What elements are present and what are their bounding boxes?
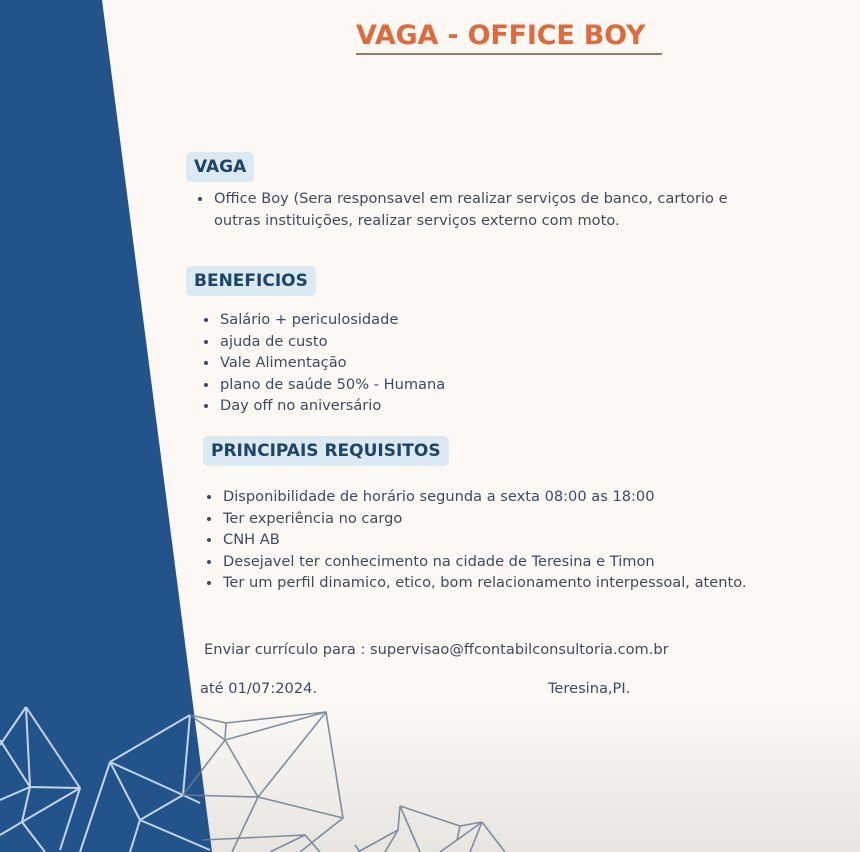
page-title: VAGA - OFFICE BOY — [356, 20, 662, 55]
vaga-list — [194, 188, 754, 231]
list-item: Salário + periculosidade — [200, 309, 600, 331]
contact-email-text: Enviar currículo para : supervisao@ffcontabilconsultoria.com.br — [204, 641, 669, 658]
list-item: Office Boy (Sera responsavel em realizar serviços de banco, cartorio e outras instituições, realizar serviços externo com moto. — [194, 188, 754, 231]
list-item: Ter um perfil dinamico, etico, bom relacionamento interpessoal, atento. — [203, 572, 763, 594]
location-text: Teresina,PI. — [548, 680, 631, 697]
list-item: Day off no aniversário — [200, 395, 600, 417]
list-item: Desejavel ter conhecimento na cidade de Teresina e Timon — [203, 551, 763, 573]
deadline-text: até 01/07:2024. — [200, 680, 318, 697]
section-heading-requisitos: PRINCIPAIS REQUISITOS — [203, 436, 449, 466]
list-item: Vale Alimentação — [200, 352, 600, 374]
list-item: plano de saúde 50% - Humana — [200, 374, 600, 396]
list-item: CNH AB — [203, 529, 763, 551]
section-heading-beneficios: BENEFICIOS — [186, 266, 316, 296]
requisitos-list — [203, 486, 763, 594]
list-item: Disponibilidade de horário segunda a sexta 08:00 as 18:00 — [203, 486, 763, 508]
list-item: Ter experiência no cargo — [203, 508, 763, 530]
list-item: ajuda de custo — [200, 331, 600, 353]
section-heading-vaga: VAGA — [186, 152, 254, 182]
beneficios-list — [200, 309, 600, 417]
